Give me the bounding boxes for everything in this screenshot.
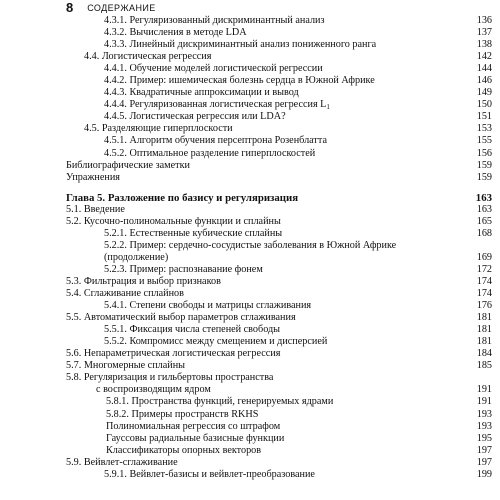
toc-entry[interactable]	[66, 457, 492, 469]
toc-entry-title: 5.7. Многомерные сплайны	[66, 360, 186, 372]
toc-entry-title: Библиографические заметки	[66, 159, 190, 171]
toc-entry-page: 191	[476, 384, 492, 396]
toc-entry-page: 146	[476, 75, 492, 87]
toc-entry-title: 5.4. Сглаживание сплайнов	[66, 288, 184, 300]
toc-entry[interactable]	[66, 348, 492, 360]
toc-entry-page: 193	[476, 408, 492, 420]
toc-entry[interactable]	[66, 445, 492, 457]
toc-entry[interactable]	[66, 99, 492, 111]
toc-entry[interactable]	[66, 409, 492, 421]
toc-entry[interactable]	[66, 372, 492, 384]
toc-entry-page: 163	[476, 203, 492, 215]
toc-entry-page: 163	[475, 191, 492, 204]
toc-entry-title: Глава 5. Разложение по базису и регуляризация	[66, 191, 299, 204]
toc-entry[interactable]	[66, 312, 492, 324]
toc-entry-page: 185	[476, 360, 492, 372]
toc-entry[interactable]	[66, 324, 492, 336]
toc-entry-title: 5.8. Регуляризация и гильбертовы пространства	[66, 372, 274, 384]
toc-entry-page: 174	[476, 288, 492, 300]
toc-entry-page: 137	[476, 27, 492, 39]
toc-entry[interactable]	[66, 111, 492, 123]
toc-entry-title: 5.5. Автоматический выбор параметров сглаживания	[66, 312, 296, 324]
toc-entry[interactable]	[66, 264, 492, 276]
toc-entry-title: 5.2.2. Пример: сердечно-сосудистые заболевания в Южной Африке (продолжение)	[104, 239, 397, 263]
toc-entry-page: 184	[476, 348, 492, 360]
toc-entry-page: 138	[476, 39, 492, 51]
toc-entry-title: 4.4.1. Обучение моделей логистической регрессии	[104, 63, 323, 75]
toc-entry[interactable]	[66, 172, 492, 184]
toc-entry-page: 150	[476, 99, 492, 111]
toc-entry-page: 197	[476, 456, 492, 468]
toc-entry[interactable]	[66, 433, 492, 445]
running-title: СОДЕРЖАНИЕ	[87, 3, 156, 13]
toc-entry-title: 4.4.3. Квадратичные аппроксимации и вывод	[104, 87, 299, 99]
toc-entry-title: 4.4. Логистическая регрессия	[84, 51, 212, 63]
toc-entry-page: 191	[476, 396, 492, 408]
toc-entry-page: 136	[476, 15, 492, 26]
toc-entry-page: 142	[476, 51, 492, 63]
toc-entry-page: 199	[476, 468, 492, 480]
toc-entry-page: 155	[476, 135, 492, 147]
toc-entry-title: 5.9. Вейвлет-сглаживание	[66, 456, 178, 468]
toc-entry[interactable]	[66, 63, 492, 75]
toc-entry-title: 4.5. Разделяющие гиперплоскости	[84, 123, 233, 135]
toc-entry[interactable]	[66, 39, 492, 51]
toc-entry-page: 156	[476, 147, 492, 159]
toc-entry-page: 165	[476, 215, 492, 227]
toc-entry-title: 4.4.5. Логистическая регрессия или LDA?	[104, 111, 286, 123]
toc-entry-title: Упражнения	[66, 171, 120, 183]
toc-entry-title: 5.9.1. Вейвлет-базисы и вейвлет-преобразование	[104, 468, 315, 480]
toc-entry-title: 5.5.2. Компромисс между смещением и дисперсией	[104, 336, 328, 348]
toc-entry[interactable]	[66, 336, 492, 348]
toc-entry[interactable]	[66, 51, 492, 63]
toc-entry-title: 5.2.1. Естественные кубические сплайны	[104, 227, 283, 239]
toc-entry-title: 4.3.1. Регуляризованный дискриминантный анализ	[104, 15, 325, 26]
toc-entry-title: 5.1. Введение	[66, 203, 125, 215]
toc-entry[interactable]	[66, 421, 492, 433]
toc-entry[interactable]	[66, 123, 492, 135]
toc-entry-page: 144	[476, 63, 492, 75]
toc-entry-title: 5.2.3. Пример: распознавание фонем	[104, 263, 263, 275]
toc-entry-page: 197	[476, 444, 492, 456]
toc-entry-title: 5.6. Непараметрическая логистическая регрессия	[66, 348, 281, 360]
toc-entry[interactable]	[66, 384, 492, 396]
toc-entry-title: Гауссовы радиальные базисные функции	[106, 432, 285, 444]
toc-entry[interactable]	[66, 148, 492, 160]
toc-entry-page: 159	[476, 171, 492, 183]
toc-entry-page: 159	[476, 159, 492, 171]
toc-entry[interactable]	[66, 135, 492, 147]
toc-entry[interactable]	[66, 396, 492, 408]
toc-entry-title: 4.3.2. Вычисления в методе LDA	[104, 27, 247, 39]
toc-entry-title: 4.3.3. Линейный дискриминантный анализ пониженного ранга	[104, 39, 377, 51]
toc-entry[interactable]	[66, 469, 492, 481]
toc-entry[interactable]	[66, 15, 492, 27]
toc-entry-page: 172	[476, 263, 492, 275]
toc-entry-title: 5.3. Фильтрация и выбор признаков	[66, 275, 221, 287]
toc-entry-title: 4.4.4. Регуляризованная логистическая регрессия $L_1$	[104, 99, 330, 112]
toc-entry-title: 5.5.1. Фиксация числа степеней свободы	[104, 324, 281, 336]
toc-entry-title: 5.2. Кусочно-полиномальные функции и сплайны	[66, 215, 281, 227]
toc-entry-page: 193	[476, 420, 492, 432]
toc-entry-page: 168	[476, 227, 492, 239]
toc-entry-page: 195	[476, 432, 492, 444]
toc-entry-page: 153	[476, 123, 492, 135]
toc-entry-page: 174	[476, 275, 492, 287]
toc-entry-title: 4.5.1. Алгоритм обучения персептрона Розенблатта	[104, 135, 327, 147]
toc-entry-title: с воспроизводящим ядром	[96, 384, 211, 396]
toc-entry[interactable]	[66, 276, 492, 288]
toc-entry-page: 181	[476, 312, 492, 324]
page-number: 8	[66, 0, 74, 15]
toc-entry-page: 181	[476, 336, 492, 348]
toc-entry-title: Полиномиальная регрессия со штрафом	[106, 420, 281, 432]
toc-entry-page: 151	[476, 111, 492, 123]
toc-entry[interactable]	[66, 288, 492, 300]
toc-entry[interactable]	[66, 204, 492, 216]
toc-entry[interactable]	[66, 27, 492, 39]
toc-entry-title: 5.8.2. Примеры пространств RKHS	[106, 408, 259, 420]
toc-entry[interactable]	[66, 360, 492, 372]
toc-entry-subscript: 1	[326, 103, 330, 112]
chapter-gap	[66, 184, 492, 192]
table-of-contents	[66, 15, 492, 481]
toc-entry[interactable]	[66, 87, 492, 99]
toc-entry[interactable]	[66, 160, 492, 172]
toc-entry-title: Классификаторы опорных векторов	[106, 444, 262, 456]
toc-entry[interactable]	[66, 300, 492, 312]
toc-entry[interactable]	[66, 216, 492, 228]
toc-entry[interactable]	[66, 228, 492, 240]
toc-entry[interactable]	[66, 75, 492, 87]
toc-entry-title: 4.5.2. Оптимальное разделение гиперплоскостей	[104, 147, 316, 159]
toc-entry-page: 176	[476, 300, 492, 312]
toc-entry-page: 169	[476, 251, 492, 263]
toc-entry-title: 5.4.1. Степени свободы и матрицы сглаживания	[104, 300, 312, 312]
toc-entry[interactable]	[66, 240, 492, 264]
toc-chapter-entry[interactable]	[66, 192, 492, 204]
page-header	[66, 0, 486, 14]
toc-entry-page: 149	[476, 87, 492, 99]
toc-entry-title: 5.8.1. Пространства функций, генерируемых ядрами	[106, 396, 334, 408]
toc-entry-page: 181	[476, 324, 492, 336]
toc-entry-title: 4.4.2. Пример: ишемическая болезнь сердца в Южной Африке	[104, 75, 375, 87]
